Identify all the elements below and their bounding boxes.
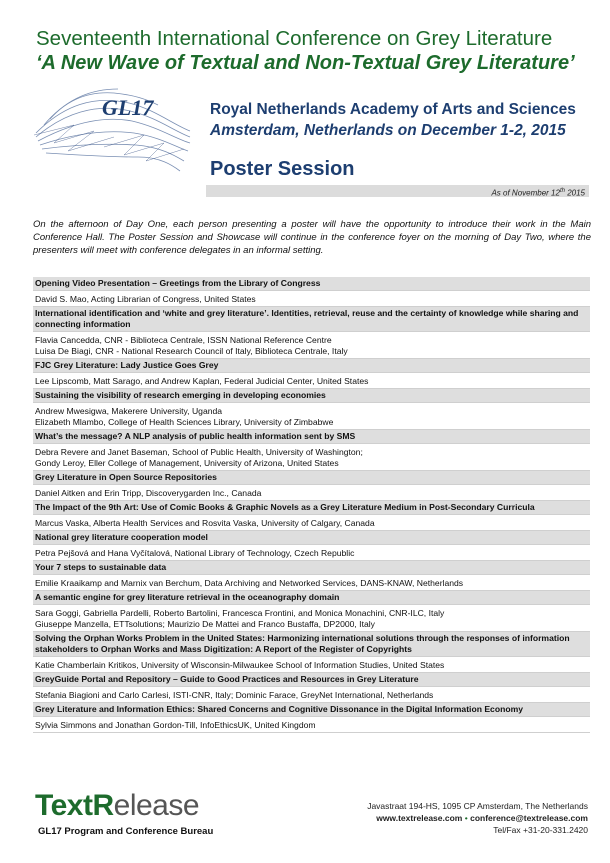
author-line: Lee Lipscomb, Matt Sarago, and Andrew Kaplan, Federal Judicial Center, United States	[35, 376, 369, 386]
poster-authors	[33, 687, 590, 703]
logo-part-elease: elease	[113, 789, 200, 822]
logo-part-text: Text	[35, 789, 93, 822]
author-line: Gondy Leroy, Eller College of Management, University of Arizona, United States	[35, 458, 339, 468]
as-of-date	[206, 185, 589, 197]
author-line: Sylvia Simmons and Jonathan Gordon-Till, InfoEthicsUK, United Kingdom	[35, 720, 316, 730]
textrelease-logo	[35, 789, 199, 823]
poster-title: Solving the Orphan Works Problem in the United States: Harmonizing international solutions through the responses of information stakeholders to Orphan Works and Mass Digitization: A Report of the Register of Copyrights	[33, 632, 590, 657]
poster-title: National grey literature cooperation model	[33, 531, 590, 545]
author-line: Daniel Aitken and Erin Tripp, Discoverygarden Inc., Canada	[35, 488, 262, 498]
author-line: David S. Mao, Acting Librarian of Congress, United States	[35, 294, 256, 304]
author-line: Debra Revere and Janet Baseman, School of Public Health, University of Washington;	[35, 447, 363, 457]
poster-authors	[33, 657, 590, 673]
poster-title: International identification and ‘white and grey literature’. Identities, retrieval, reuse and the certainty of knowledge while sharing and connecting information	[33, 307, 590, 332]
poster-title: FJC Grey Literature: Lady Justice Goes Grey	[33, 359, 590, 373]
as-of-suffix: th	[559, 188, 565, 194]
poster-title: Opening Video Presentation – Greetings from the Library of Congress	[33, 277, 590, 291]
web-link[interactable]: www.textrelease.com	[376, 813, 463, 823]
author-line: Elizabeth Mlambo, College of Health Sciences Library, University of Zimbabwe	[35, 417, 334, 427]
poster-authors	[33, 373, 590, 389]
conference-location-date: Amsterdam, Netherlands on December 1-2, 2015	[210, 122, 566, 139]
poster-authors	[33, 605, 590, 632]
poster-title: Grey Literature and Information Ethics: Shared Concerns and Cognitive Dissonance in the Digital Information Economy	[33, 703, 590, 717]
author-line: Flavia Cancedda, CNR - Biblioteca Centrale, ISSN National Reference Centre	[35, 335, 332, 345]
phone: Tel/Fax +31-20-331.2420	[493, 825, 588, 835]
poster-title: A semantic engine for grey literature retrieval in the oceanography domain	[33, 591, 590, 605]
poster-authors	[33, 515, 590, 531]
author-line: Andrew Mwesigwa, Makerere University, Uganda	[35, 406, 223, 416]
as-of-label: As of November 12	[491, 188, 560, 198]
author-line: Stefania Biagioni and Carlo Carlesi, ISTI-CNR, Italy; Dominic Farace, GreyNet International, Netherlands	[35, 690, 434, 700]
author-line: Sara Goggi, Gabriella Pardelli, Roberto Bartolini, Francesca Frontini, and Monica Monachini, CNR-ILC, Italy	[35, 608, 445, 618]
poster-title: Grey Literature in Open Source Repositories	[33, 471, 590, 485]
conference-subtitle: ‘A New Wave of Textual and Non-Textual Grey Literature’	[36, 52, 575, 74]
bureau-name: GL17 Program and Conference Bureau	[38, 826, 214, 837]
poster-authors	[33, 717, 590, 733]
poster-authors	[33, 545, 590, 561]
author-line: Marcus Vaska, Alberta Health Services and Rosvita Vaska, University of Calgary, Canada	[35, 518, 375, 528]
author-line: Emilie Kraaikamp and Marnix van Berchum, Data Archiving and Networked Services, DANS-KNAW, Netherlands	[35, 578, 464, 588]
poster-title: GreyGuide Portal and Repository – Guide to Good Practices and Resources in Grey Literature	[33, 673, 590, 687]
author-line: Giuseppe Manzella, ETTsolutions; Maurizio De Mattei and Franco Bustaffa, DP2000, Italy	[35, 619, 375, 629]
author-line: Luisa De Biagi, CNR - National Research Council of Italy, Biblioteca Centrale, Italy	[35, 346, 348, 356]
as-of-year: 2015	[564, 188, 585, 198]
organization: Royal Netherlands Academy of Arts and Sciences	[210, 101, 576, 118]
poster-title: Your 7 steps to sustainable data	[33, 561, 590, 575]
poster-authors	[33, 332, 590, 359]
poster-title: Sustaining the visibility of research emerging in developing economies	[33, 389, 590, 403]
web-email-line: www.textrelease.com • conference@textrelease.com	[376, 813, 588, 823]
address: Javastraat 194-HS, 1095 CP Amsterdam, The Netherlands	[367, 801, 588, 811]
poster-authors	[33, 485, 590, 501]
wave-logo-graphic	[34, 85, 192, 177]
page-title: Poster Session	[210, 158, 355, 180]
email-link[interactable]: conference@textrelease.com	[470, 813, 588, 823]
poster-list	[33, 277, 590, 733]
intro-paragraph: On the afternoon of Day One, each person presenting a poster will have the opportunity to introduce their work in the Main Conference Hall. The Poster Session and Showcase will continue in the conference foyer on the morning of Day Two, where the presenters will meet with conference delegates in an informal setting.	[33, 219, 591, 256]
author-line: Katie Chamberlain Kritikos, University of Wisconsin-Milwaukee School of Information Studies, United States	[35, 660, 445, 670]
poster-authors	[33, 291, 590, 307]
poster-authors	[33, 575, 590, 591]
poster-authors	[33, 444, 590, 471]
conference-title: Seventeenth International Conference on Grey Literature	[36, 27, 553, 50]
contact-block	[367, 800, 588, 836]
gl17-logo	[34, 85, 192, 177]
logo-part-r: R	[92, 789, 114, 822]
poster-title: What’s the message? A NLP analysis of public health information sent by SMS	[33, 430, 590, 444]
poster-authors	[33, 403, 590, 430]
logo-text: GL17	[102, 95, 154, 120]
author-line: Petra Pejšová and Hana Vyčítalová, National Library of Technology, Czech Republic	[35, 548, 355, 558]
poster-title: The Impact of the 9th Art: Use of Comic Books & Graphic Novels as a Grey Literature Medium in Post-Secondary Curricula	[33, 501, 590, 515]
